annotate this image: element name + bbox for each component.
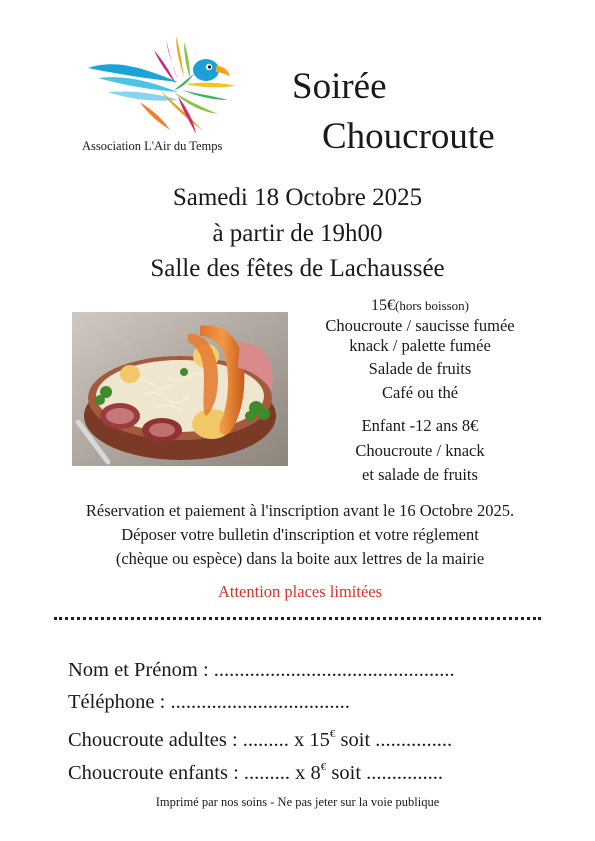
event-time: à partir de 19h00	[212, 220, 383, 247]
adults-label: Choucroute adultes : ......... x 15	[68, 729, 330, 751]
adults-total: soit ...............	[335, 729, 453, 751]
child-price: Enfant -12 ans 8€	[361, 416, 479, 435]
event-venue: Salle des fêtes de Lachaussée	[150, 255, 445, 282]
menu-item: knack / palette fumée	[349, 336, 491, 355]
children-label: Choucroute enfants : ......... x 8	[68, 762, 321, 784]
cut-line-divider	[54, 617, 541, 620]
menu-item: Salade de fruits	[368, 359, 472, 378]
info-line-deposit: Déposer votre bulletin d'inscription et votre réglement	[121, 525, 479, 544]
association-bird-logo	[78, 30, 248, 134]
attention-limited-places: Attention places limitées	[217, 582, 383, 601]
title-line-choucroute: Choucroute	[322, 116, 495, 157]
children-total: soit ...............	[326, 762, 444, 784]
form-field-children[interactable]	[68, 755, 443, 785]
price-note: (hors boisson)	[394, 298, 470, 313]
event-date: Samedi 18 Octobre 2025	[172, 184, 423, 211]
form-field-adults[interactable]	[68, 722, 452, 752]
menu-item: Choucroute / saucisse fumée	[325, 316, 515, 335]
footer-note: Imprimé par nos soins - Ne pas jeter sur la voie publique	[155, 795, 440, 809]
info-line-reservation: Réservation et paiement à l'inscription avant le 16 Octobre 2025.	[85, 501, 515, 520]
adult-price: 15€	[370, 297, 395, 314]
form-field-phone[interactable]: Téléphone : ...................................	[68, 691, 350, 713]
menu-price	[300, 296, 540, 316]
choucroute-dish-photo	[72, 312, 288, 466]
form-field-name[interactable]: Nom et Prénom : ...............................................	[68, 659, 455, 681]
child-menu-item: et salade de fruits	[362, 465, 478, 484]
menu-item: Café ou thé	[381, 383, 459, 402]
euro-sign: €	[320, 761, 327, 773]
child-menu-item: Choucroute / knack	[355, 441, 485, 460]
info-line-payment: (chèque ou espèce) dans la boite aux lettres de la mairie	[115, 549, 485, 568]
title-line-soiree: Soirée	[292, 66, 387, 107]
association-name: Association L'Air du Temps	[82, 139, 223, 153]
euro-sign: €	[329, 728, 336, 740]
